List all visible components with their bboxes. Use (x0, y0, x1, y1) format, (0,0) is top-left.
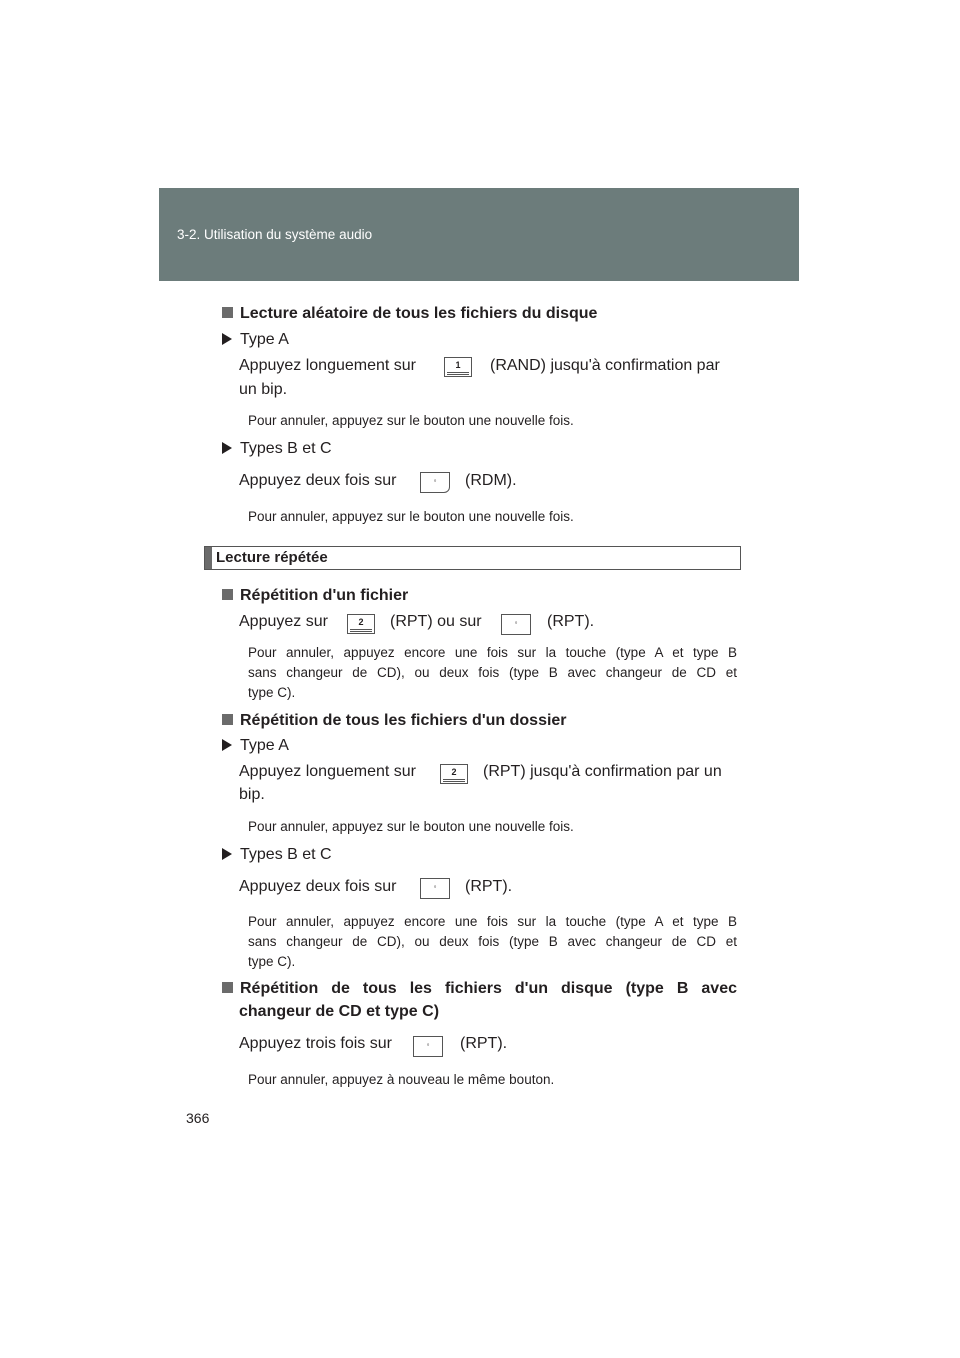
heading-text: Répétition d'un fichier (240, 587, 409, 604)
heading-text: Répétition de tous les fichiers d'un dossier (240, 712, 567, 729)
button-1-icon (444, 357, 472, 377)
dot-glyph: ◦ (426, 1040, 430, 1049)
button-1-label: 1 (455, 360, 461, 370)
instruction-folder-pre: Appuyez longuement sur (239, 763, 416, 780)
type-label: Types B et C (240, 440, 332, 457)
dot-glyph: ◦ (514, 618, 518, 627)
arrow-right-icon (222, 739, 232, 751)
section-bar-repeat (204, 546, 741, 570)
arrow-right-icon (222, 848, 232, 860)
type-label: Types B et C (240, 846, 332, 863)
arrow-right-icon (222, 333, 232, 345)
instruction-rdm-pre: Appuyez deux fois sur (239, 472, 397, 489)
dot-glyph: ◦ (433, 476, 437, 485)
instruction-disc-post: (RPT). (460, 1035, 508, 1052)
note-line: Pour annuler, appuyez encore une fois sur la touche (type A et type B (248, 914, 737, 929)
note-line: sans changeur de CD), ou deux fois (type B avec changeur de CD et (248, 934, 737, 949)
note-line: Pour annuler, appuyez encore une fois sur la touche (type A et type B (248, 645, 737, 660)
dot-glyph: ◦ (433, 882, 437, 891)
rpt-button-icon (420, 878, 450, 899)
type-label: Type A (240, 737, 289, 754)
instruction-folder-post: (RPT) jusqu'à confirmation par un (483, 763, 722, 780)
note-cancel: Pour annuler, appuyez sur le bouton une nouvelle fois. (248, 413, 574, 428)
square-bullet-icon (222, 307, 233, 318)
button-2-label: 2 (358, 617, 364, 627)
instruction-rpt-mid: (RPT) ou sur (390, 613, 482, 630)
note-cancel: Pour annuler, appuyez sur le bouton une nouvelle fois. (248, 819, 574, 834)
instruction-folder-bc-pre: Appuyez deux fois sur (239, 878, 397, 895)
type-a-label (222, 737, 289, 755)
heading-repeat-folder (222, 712, 567, 730)
heading-text: Lecture aléatoire de tous les fichiers du disque (240, 305, 598, 322)
heading-repeat-disc-line2: changeur de CD et type C) (239, 1003, 440, 1020)
note-line: sans changeur de CD), ou deux fois (type B avec changeur de CD et (248, 665, 737, 680)
note-line: type C). (248, 954, 296, 969)
instruction-folder-line2: bip. (239, 786, 265, 803)
instruction-rand-line2: un bip. (239, 381, 288, 398)
rdm-button-icon (420, 472, 450, 493)
type-label: Type A (240, 331, 289, 348)
heading-text: Répétition de tous les fichiers d'un disque (type B avec (240, 980, 737, 997)
page-number: 366 (186, 1110, 210, 1126)
button-2-icon (440, 764, 468, 784)
square-bullet-icon (222, 589, 233, 600)
section-header (159, 188, 799, 281)
heading-repeat-disc (222, 980, 737, 998)
instruction-rand-pre: Appuyez longuement sur (239, 357, 416, 374)
square-bullet-icon (222, 714, 233, 725)
arrow-right-icon (222, 442, 232, 454)
button-2-label: 2 (451, 767, 457, 777)
types-bc-label (222, 440, 332, 458)
section-label: Lecture répétée (216, 549, 328, 566)
heading-random-disc (222, 305, 597, 323)
instruction-disc-pre: Appuyez trois fois sur (239, 1035, 392, 1052)
type-a-label (222, 331, 289, 349)
instruction-rand-post: (RAND) jusqu'à confirmation par (490, 357, 720, 374)
note-cancel: Pour annuler, appuyez sur le bouton une nouvelle fois. (248, 509, 574, 524)
square-bullet-icon (222, 982, 233, 993)
note-line: type C). (248, 685, 296, 700)
instruction-rpt-post: (RPT). (547, 613, 595, 630)
rpt-button-icon (501, 614, 531, 635)
types-bc-label (222, 846, 332, 864)
instruction-rpt-pre: Appuyez sur (239, 613, 328, 630)
section-accent (205, 547, 212, 569)
button-2-icon (347, 614, 375, 634)
note-cancel: Pour annuler, appuyez à nouveau le même bouton. (248, 1072, 555, 1087)
rpt-button-icon (413, 1036, 443, 1057)
section-title: 3-2. Utilisation du système audio (177, 227, 373, 242)
instruction-folder-bc-post: (RPT). (465, 878, 513, 895)
instruction-rdm-post: (RDM). (465, 472, 517, 489)
heading-repeat-file (222, 587, 408, 605)
